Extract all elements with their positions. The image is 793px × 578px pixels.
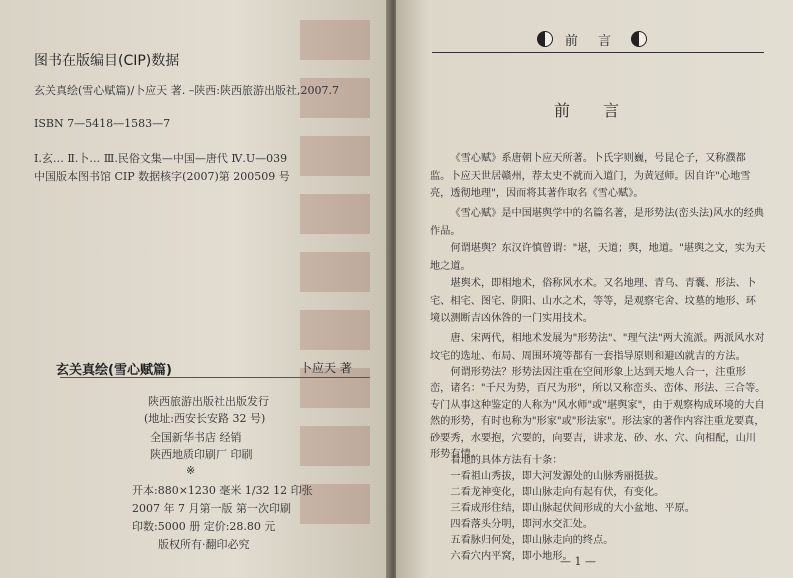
- edition-line: 2007 年 7 月第一版 第一次印刷: [132, 502, 291, 515]
- running-header-title: 前 言: [564, 34, 620, 49]
- printer-line: 陕西地质印刷厂 印刷: [150, 448, 253, 461]
- cip-heading: 图书在版编目(CIP)数据: [34, 53, 180, 69]
- book-author: 卜应天 著: [300, 361, 352, 375]
- yin-yang-icon: [537, 31, 553, 47]
- preface-title: 前 言: [554, 101, 634, 120]
- preface-paragraph: 何谓堪舆？东汉许慎曾谓："堪，天道；舆，地道。"堪舆之文，实为天地之道。: [430, 243, 766, 272]
- preface-paragraph: 何谓形势法？形势法因注重在空间形象上达到天地人合一，注重形峦，诸名："千尺为势，百尺为形"，所以又称峦头、峦体、形法、三合等。专门从事这种鉴定的人称为"风水师"或"堪舆家"，由于观察构成环境的大自然的形势，有时也称为"形家"或"形法家"。形法家的著作内容注重龙要真，砂要秀，水要抱，穴要的，向要吉，讲求龙、砂、水、穴、向相配，山川形势有情。: [430, 367, 766, 461]
- separator-mark: ※: [186, 464, 196, 477]
- copyright-line: 版权所有·翻印必究: [158, 538, 250, 551]
- cip-classification: Ⅰ.玄… Ⅱ.卜… Ⅲ.民俗文集—中国—唐代 Ⅳ.U—039: [34, 152, 288, 165]
- distributor-line: 全国新华书店 经销: [150, 431, 242, 444]
- method-item: 一看祖山秀拔，即大河发源处的山脉秀丽挺拔。: [450, 471, 665, 482]
- preface-paragraph: 堪舆术，即相地术，俗称风水术。又名地理、青乌、青囊、形法、卜宅、相宅、图宅、阴阳、山水之术，等等，是观察宅舍、坟墓的地形、环境以测断吉凶休咎的一门实用技术。: [430, 278, 757, 325]
- method-item: 三看成形住结，即山脉起伏间形成的大小盆地、平原。: [450, 503, 695, 514]
- preface-paragraph: 《雪心赋》是中国堪舆学中的名篇名著，是形势法(峦头法)风水的经典作品。: [430, 208, 764, 237]
- running-header: [537, 28, 647, 50]
- method-item: 六看穴内平窝，即小地形。: [450, 551, 573, 562]
- print-run-price-line: 印数:5000 册 定价:28.80 元: [132, 520, 276, 533]
- publisher-rule: [60, 377, 370, 378]
- cip-record-number: 中国版本图书馆 CIP 数据核字(2007)第 200509 号: [34, 170, 290, 183]
- preface-paragraph: 《雪心赋》系唐朝卜应天所著。卜氏字则巍，号昆仑子，又称濮都监。卜应天世居赣州，荐太史不就而入道门，为黄冠师。因自许"心地雪亮，透彻地理"，因而将其著作取名《雪心赋》。: [430, 153, 751, 200]
- publisher-line: 陕西旅游出版社出版发行: [148, 395, 269, 408]
- publisher-address: (地址:西安长安路 32 号): [144, 412, 266, 425]
- method-item: 二看龙神变化，即山脉走向有起有伏，有变化。: [450, 487, 665, 498]
- page-number: — 1 —: [560, 555, 596, 568]
- format-line: 开本:880×1230 毫米 1/32 12 印张: [132, 484, 313, 497]
- method-item: 五看脉归何处，即山脉走向的终点。: [450, 535, 614, 546]
- method-item: 四看落头分明，即河水交汇处。: [450, 519, 594, 530]
- cip-isbn: ISBN 7—5418—1583—7: [34, 117, 171, 130]
- cip-citation: 玄关真绘(雪心赋篇)/卜应天 著. –陕西:陕西旅游出版社,2007.7: [34, 84, 339, 97]
- left-page: [0, 0, 392, 578]
- book-title: 玄关真绘(雪心赋篇): [56, 363, 172, 378]
- preface-paragraph: 唐、宋两代，相地术发展为"形势法"、"理气法"两大流派。两派风水对坟宅的选址、布局、周围环境等都有一套指导原则和避凶就吉的方法。: [430, 333, 765, 362]
- cover-bleed-through: [300, 20, 370, 540]
- header-rule: [432, 52, 764, 53]
- preface-paragraph: 看地的具体方法有十条：: [450, 455, 563, 466]
- yin-yang-icon: [631, 31, 647, 47]
